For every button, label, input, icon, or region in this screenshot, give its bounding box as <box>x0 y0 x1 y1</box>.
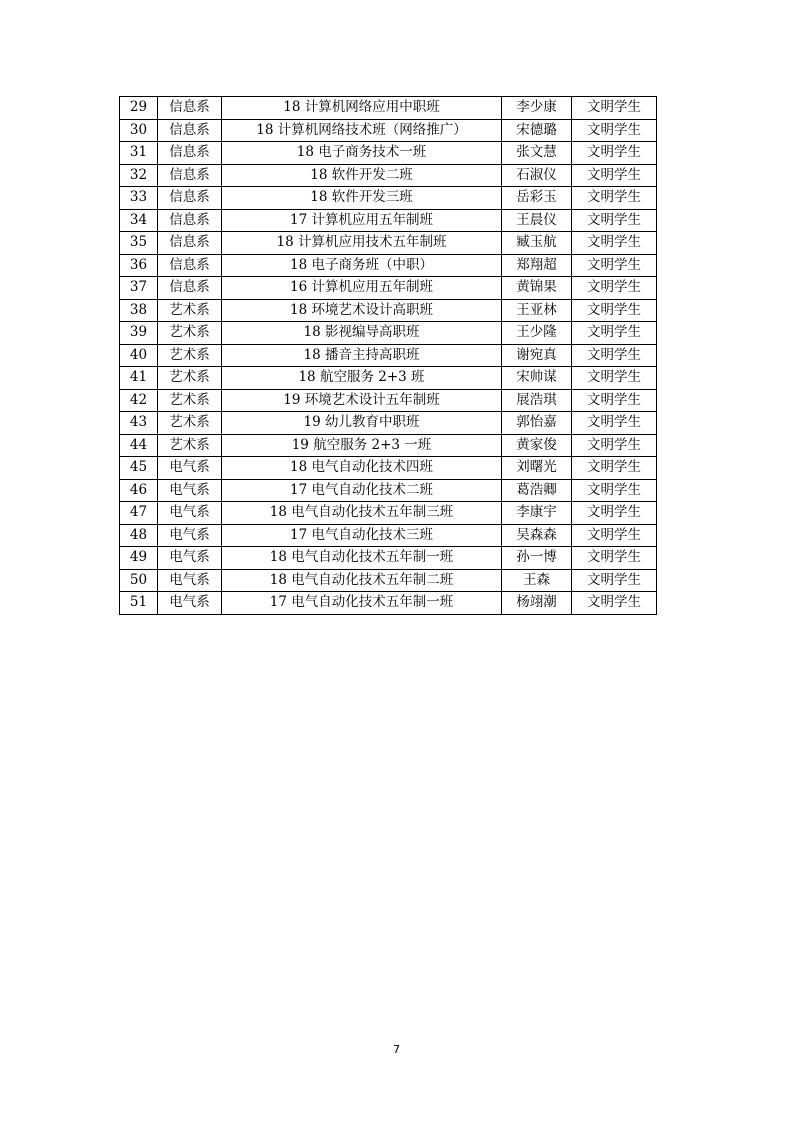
row-number-cell: 41 <box>120 367 158 390</box>
row-number-cell: 37 <box>120 277 158 300</box>
department-cell: 信息系 <box>158 97 222 120</box>
table-row <box>120 479 657 502</box>
class-name-cell: 18 电子商务班（中职） <box>222 254 502 277</box>
class-name-cell: 19 幼儿教育中职班 <box>222 412 502 435</box>
department-cell: 艺术系 <box>158 412 222 435</box>
award-title-cell: 文明学生 <box>572 569 657 592</box>
table-row <box>120 209 657 232</box>
department-cell: 电气系 <box>158 524 222 547</box>
class-name-cell: 18 计算机网络技术班（网络推广） <box>222 119 502 142</box>
class-name-cell: 17 电气自动化技术三班 <box>222 524 502 547</box>
table-row <box>120 412 657 435</box>
department-cell: 信息系 <box>158 119 222 142</box>
row-number-cell: 38 <box>120 299 158 322</box>
class-name-cell: 18 计算机应用技术五年制班 <box>222 232 502 255</box>
award-title-cell: 文明学生 <box>572 277 657 300</box>
award-title-cell: 文明学生 <box>572 97 657 120</box>
award-title-cell: 文明学生 <box>572 209 657 232</box>
department-cell: 信息系 <box>158 164 222 187</box>
award-title-cell: 文明学生 <box>572 547 657 570</box>
department-cell: 艺术系 <box>158 299 222 322</box>
award-title-cell: 文明学生 <box>572 187 657 210</box>
department-cell: 电气系 <box>158 569 222 592</box>
award-title-cell: 文明学生 <box>572 232 657 255</box>
class-name-cell: 18 播音主持高职班 <box>222 344 502 367</box>
student-name-cell: 黄家俊 <box>502 434 572 457</box>
table-row <box>120 367 657 390</box>
class-name-cell: 18 电气自动化技术四班 <box>222 457 502 480</box>
department-cell: 艺术系 <box>158 344 222 367</box>
table-row <box>120 389 657 412</box>
class-name-cell: 17 计算机应用五年制班 <box>222 209 502 232</box>
row-number-cell: 50 <box>120 569 158 592</box>
award-title-cell: 文明学生 <box>572 479 657 502</box>
row-number-cell: 34 <box>120 209 158 232</box>
table-row <box>120 277 657 300</box>
award-title-cell: 文明学生 <box>572 119 657 142</box>
row-number-cell: 48 <box>120 524 158 547</box>
table-row <box>120 434 657 457</box>
class-name-cell: 17 电气自动化技术五年制一班 <box>222 592 502 615</box>
student-name-cell: 杨翊潮 <box>502 592 572 615</box>
student-name-cell: 葛浩卿 <box>502 479 572 502</box>
table-row <box>120 232 657 255</box>
class-name-cell: 18 电气自动化技术五年制三班 <box>222 502 502 525</box>
student-name-cell: 李康宇 <box>502 502 572 525</box>
table-row <box>120 164 657 187</box>
row-number-cell: 40 <box>120 344 158 367</box>
table-row <box>120 187 657 210</box>
student-name-cell: 谢宛真 <box>502 344 572 367</box>
class-name-cell: 18 电气自动化技术五年制二班 <box>222 569 502 592</box>
class-name-cell: 18 影视编导高职班 <box>222 322 502 345</box>
table-row <box>120 502 657 525</box>
department-cell: 艺术系 <box>158 322 222 345</box>
table-row <box>120 254 657 277</box>
table-row <box>120 299 657 322</box>
row-number-cell: 36 <box>120 254 158 277</box>
award-title-cell: 文明学生 <box>572 344 657 367</box>
row-number-cell: 32 <box>120 164 158 187</box>
award-title-cell: 文明学生 <box>572 592 657 615</box>
student-name-cell: 刘曙光 <box>502 457 572 480</box>
class-name-cell: 17 电气自动化技术二班 <box>222 479 502 502</box>
student-name-cell: 郑翔超 <box>502 254 572 277</box>
row-number-cell: 51 <box>120 592 158 615</box>
row-number-cell: 29 <box>120 97 158 120</box>
student-name-cell: 宋德璐 <box>502 119 572 142</box>
student-name-cell: 宋帅谋 <box>502 367 572 390</box>
award-title-cell: 文明学生 <box>572 164 657 187</box>
row-number-cell: 35 <box>120 232 158 255</box>
student-name-cell: 李少康 <box>502 97 572 120</box>
student-name-cell: 黄锦果 <box>502 277 572 300</box>
table-row <box>120 344 657 367</box>
department-cell: 艺术系 <box>158 434 222 457</box>
award-title-cell: 文明学生 <box>572 412 657 435</box>
class-name-cell: 18 电气自动化技术五年制一班 <box>222 547 502 570</box>
row-number-cell: 31 <box>120 142 158 165</box>
department-cell: 电气系 <box>158 479 222 502</box>
award-title-cell: 文明学生 <box>572 524 657 547</box>
table-row <box>120 547 657 570</box>
department-cell: 信息系 <box>158 254 222 277</box>
department-cell: 信息系 <box>158 232 222 255</box>
student-name-cell: 王森 <box>502 569 572 592</box>
table-row <box>120 322 657 345</box>
department-cell: 信息系 <box>158 142 222 165</box>
student-name-cell: 石淑仪 <box>502 164 572 187</box>
row-number-cell: 30 <box>120 119 158 142</box>
department-cell: 电气系 <box>158 457 222 480</box>
row-number-cell: 39 <box>120 322 158 345</box>
department-cell: 信息系 <box>158 187 222 210</box>
row-number-cell: 45 <box>120 457 158 480</box>
award-title-cell: 文明学生 <box>572 502 657 525</box>
table-row <box>120 457 657 480</box>
student-name-cell: 岳彩玉 <box>502 187 572 210</box>
table-row <box>120 97 657 120</box>
class-name-cell: 19 航空服务 2+3 一班 <box>222 434 502 457</box>
department-cell: 电气系 <box>158 592 222 615</box>
award-title-cell: 文明学生 <box>572 299 657 322</box>
award-title-cell: 文明学生 <box>572 254 657 277</box>
student-name-cell: 吴森森 <box>502 524 572 547</box>
student-table <box>119 96 657 615</box>
student-name-cell: 孙一博 <box>502 547 572 570</box>
student-name-cell: 张文慧 <box>502 142 572 165</box>
class-name-cell: 18 航空服务 2+3 班 <box>222 367 502 390</box>
class-name-cell: 16 计算机应用五年制班 <box>222 277 502 300</box>
class-name-cell: 18 计算机网络应用中职班 <box>222 97 502 120</box>
class-name-cell: 18 环境艺术设计高职班 <box>222 299 502 322</box>
department-cell: 信息系 <box>158 209 222 232</box>
row-number-cell: 43 <box>120 412 158 435</box>
department-cell: 电气系 <box>158 502 222 525</box>
award-title-cell: 文明学生 <box>572 322 657 345</box>
student-name-cell: 郭怡嘉 <box>502 412 572 435</box>
row-number-cell: 33 <box>120 187 158 210</box>
table-row <box>120 142 657 165</box>
class-name-cell: 18 软件开发二班 <box>222 164 502 187</box>
row-number-cell: 42 <box>120 389 158 412</box>
department-cell: 信息系 <box>158 277 222 300</box>
row-number-cell: 46 <box>120 479 158 502</box>
table-row <box>120 569 657 592</box>
class-name-cell: 18 电子商务技术一班 <box>222 142 502 165</box>
student-name-cell: 王少隆 <box>502 322 572 345</box>
student-name-cell: 王晨仪 <box>502 209 572 232</box>
page-number: 7 <box>393 1043 400 1056</box>
department-cell: 艺术系 <box>158 389 222 412</box>
award-title-cell: 文明学生 <box>572 457 657 480</box>
department-cell: 电气系 <box>158 547 222 570</box>
student-name-cell: 臧玉航 <box>502 232 572 255</box>
department-cell: 艺术系 <box>158 367 222 390</box>
award-title-cell: 文明学生 <box>572 367 657 390</box>
table-row <box>120 524 657 547</box>
row-number-cell: 47 <box>120 502 158 525</box>
table-row <box>120 592 657 615</box>
student-table-body <box>120 97 657 615</box>
class-name-cell: 19 环境艺术设计五年制班 <box>222 389 502 412</box>
award-title-cell: 文明学生 <box>572 142 657 165</box>
award-title-cell: 文明学生 <box>572 434 657 457</box>
student-name-cell: 王亚林 <box>502 299 572 322</box>
award-title-cell: 文明学生 <box>572 389 657 412</box>
row-number-cell: 44 <box>120 434 158 457</box>
row-number-cell: 49 <box>120 547 158 570</box>
student-name-cell: 展浩琪 <box>502 389 572 412</box>
table-row <box>120 119 657 142</box>
class-name-cell: 18 软件开发三班 <box>222 187 502 210</box>
